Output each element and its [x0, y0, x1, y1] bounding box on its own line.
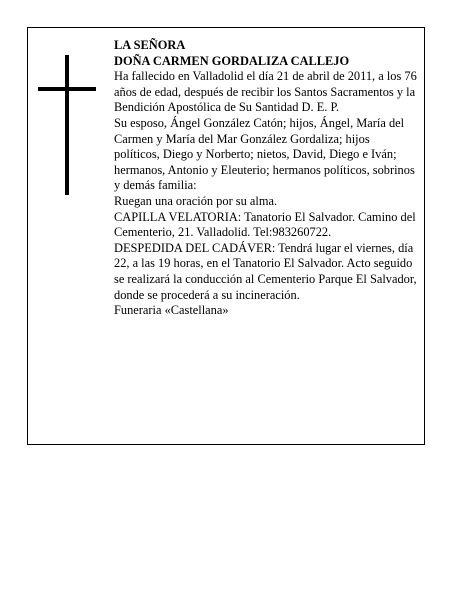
cross-icon — [65, 55, 69, 195]
heading-title: LA SEÑORA — [114, 38, 186, 52]
chapel-info: CAPILLA VELATORIA: Tanatorio El Salvador. Camino del Cementerio, 21. Valladolid. Tel:983260722. — [114, 209, 416, 240]
death-announcement: Ha fallecido en Valladolid el día 21 de abril de 2011, a los 76 años de edad, después de recibir los Santos Sacramentos y la Bendición Apostólica de Su Santidad D. E. P. — [114, 69, 417, 115]
family-list: Su esposo, Ángel González Catón; hijos, Ángel, María del Carmen y María del Mar González Gordaliza; hijos políticos, Diego y Norberto; nietos, David, Diego e Iván; hermanos, Antonio y Eleuterio; hermanos políticos, sobrinos y demás familia: — [114, 115, 415, 193]
prayer-request: Ruegan una oración por su alma. — [114, 193, 278, 208]
farewell-info: DESPEDIDA DEL CADÁVER: Tendrá lugar el viernes, día 22, a las 19 horas, en el Tanatorio El Salvador. Acto seguido se realizará la conducción al Cementerio Parque El Salvador, donde se procederá a su incineración. — [114, 240, 417, 302]
deceased-name: DOÑA CARMEN GORDALIZA CALLEJO — [114, 53, 350, 68]
funeral-home: Funeraria «Castellana» — [114, 303, 229, 318]
cross-icon-bar — [38, 87, 96, 91]
obituary-text — [114, 38, 418, 319]
